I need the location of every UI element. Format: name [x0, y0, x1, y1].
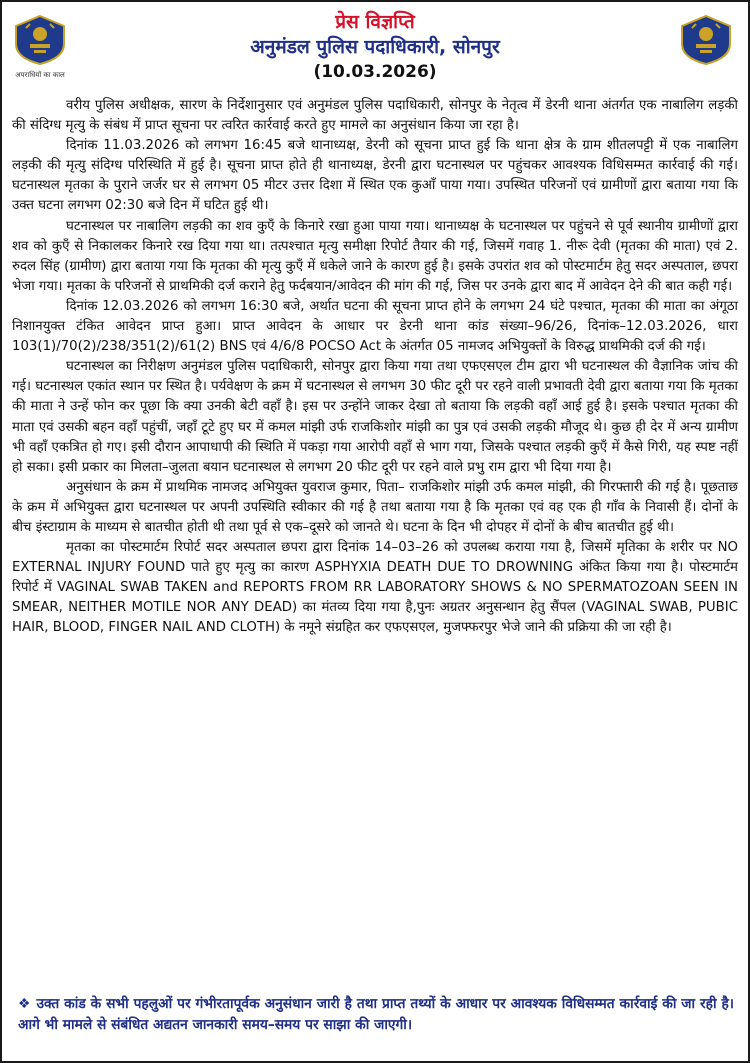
release-date: (10.03.2026)	[313, 62, 437, 82]
paragraph-7: मृतका का पोस्टमार्टम रिपोर्ट सदर अस्पताल छपरा द्वारा दिनांक 14–03–26 को उपलब्ध कराया गया है, जिसमें मृतिका के शरीर पर NO EXTERNAL INJURY FOUND पाते हुए मृत्यु का कारण ASPHYXIA DEATH DUE TO DROWNING अंकित किया गया है। पोस्टमार्टम रिपोर्ट में VAGINAL SWAB TAKEN and REPORTS FROM RR LABORATORY SHOWS & NO SPERMATOZOAN SEEN IN SMEAR, NEITHER MOTILE NOR ANY DEAD) का मंतव्य दिया गया है,पुनः अग्रतर अनुसन्धान हेतु सैंपल (VAGINAL SWAB, PUBIC HAIR, BLOOD, FINGER NAIL AND CLOTH) के नमूने संग्रहित कर एफएसएल, मुजफ्फरपुर भेजे जाने की प्रक्रिया की जा रही है।	[12, 540, 738, 636]
logo-caption: अपराधियों का काल	[15, 71, 65, 79]
paragraph-5: घटनास्थल का निरीक्षण अनुमंडल पुलिस पदाधिकारी, सोनपुर द्वारा किया गया तथा एफएसएल टीम द्वारा भी घटनास्थल की वैज्ञानिक जांच की गई। घटनास्थल एकांत स्थान पर स्थित है। पर्यवेक्षण के क्रम में घटनास्थल से लगभग 30 फीट दूरी पर रहने वाली प्रभावती देवी द्वारा बताया गया कि मृतका की माता ने उन्हें फोन कर पूछा कि क्या उनकी बेटी वहाँ है। इस पर उन्होंने जाकर देखा तो बताया कि लड़की वहाँ आई हुई है। इसके पश्चात मृतका की माता एवं उसकी बहन वहाँ पहुंचीं, जहाँ टूटे हुए घर में कमल मांझी उर्फ राजकिशोर मांझी का पुत्र एवं उसकी लड़की मौजूद थे। कुछ ही देर में अन्य ग्रामीण भी वहाँ एकत्रित हो गए। इसी दौरान आपाधापी की स्थिति में पकड़ा गया आरोपी वहाँ से भाग गया, जिसके पश्चात लड़की कुएँ में कैसे गिरी, यह स्पष्ट नहीं हो सका। इसी प्रकार का मिलता–जुलता बयान घटनास्थल से लगभग 20 फीट दूरी पर रहने वाले प्रभु राम द्वारा भी दिया गया है।	[12, 359, 738, 475]
paragraph-1: वरीय पुलिस अधीक्षक, सारण के निर्देशानुसार एवं अनुमंडल पुलिस पदाधिकारी, सोनपुर के नेतृत्व में डेरनी थाना अंतर्गत एक नाबालिग लड़की की संदिग्ध मृत्यु के संबंध में प्राप्त सूचना पर त्वरित कार्रवाई करते हुए मामले का अनुसंधान किया जा रहा है।	[12, 98, 738, 134]
document-body	[2, 94, 748, 639]
paragraph-3: घटनास्थल पर नाबालिग लड़की का शव कुएँ के किनारे रखा हुआ पाया गया। थानाध्यक्ष के घटनास्थल पर पहुंचने से पूर्व स्थानीय ग्रामीणों द्वारा शव को कुएँ से निकालकर किनारे रख दिया गया था। तत्पश्चात मृत्यु समीक्षा रिपोर्ट तैयार की गई, जिसमें गवाह 1. नीरू देवी (मृतका की माता) एवं 2. रुदल सिंह (ग्रामीण) द्वारा बताया गया कि मृतका की मृत्यु कुएँ में धकेले जाने के कारण हुई है। इसके उपरांत शव को पोस्टमार्टम हेतु सदर अस्पताल, छपरा भेजा गया। मृतका के परिजनों से प्राथमिकी दर्ज कराने हेतु फर्दबयान/आवेदन की मांग की गई, जिस पर उनके द्वारा बाद में आवेदन देने की बात कही गई।	[12, 218, 738, 294]
header	[2, 2, 748, 94]
paragraph-6: अनुसंधान के क्रम में प्राथमिक नामजद अभियुक्त युवराज कुमार, पिता– राजकिशोर मांझी उर्फ कमल मांझी, की गिरफ्तारी की गई है। पूछताछ के क्रम में अभियुक्त द्वारा घटनास्थल पर अपनी उपस्थिति स्वीकार की गई है तथा बताया गया है कि मृतका एवं वह एक ही गाँव के निवासी हैं। दोनों के बीच इंस्टाग्राम के माध्यम से बातचीत होती थी तथा पूर्व से एक–दूसरे को जानते थे। घटना के दिन भी दोपहर में दोनों के बीच बातचीत हुई थी।	[12, 479, 738, 535]
diamond-bullet-icon: ❖	[18, 996, 31, 1012]
paragraph-2: दिनांक 11.03.2026 को लगभग 16:45 बजे थानाध्यक्ष, डेरनी को सूचना प्राप्त हुई कि थाना क्षेत्र के ग्राम शीतलपट्टी में एक नाबालिग लड़की की मृत्यु संदिग्ध परिस्थिति में हुई है। सूचना प्राप्त होते ही थानाध्यक्ष, डेरनी द्वारा घटनास्थल पर पहुंचकर आवश्यक विधिसम्मत कार्रवाई की गई। घटनास्थल मृतका के पुराने जर्जर घर से लगभग 05 मीटर उत्तर दिशा में स्थित एक कुआँ पाया गया। उपस्थित परिजनों एवं ग्रामीणों द्वारा बताया गया कि उक्त घटना लगभग 02:30 बजे दिन में घटित हुई थी।	[12, 138, 738, 214]
closing-note-text: उक्त कांड के सभी पहलुओं पर गंभीरतापूर्वक अनुसंधान जारी है तथा प्राप्त तथ्यों के आधार पर आवश्यक विधिसम्मत कार्रवाई की जा रही है। आगे भी मामले से संबंधित अद्यतन जानकारी समय–समय पर साझा की जाएगी।	[18, 996, 734, 1033]
police-emblem-icon	[678, 14, 734, 76]
document-title: प्रेस विज्ञप्ति	[335, 11, 415, 33]
office-name: अनुमंडल पुलिस पदाधिकारी, सोनपुर	[250, 36, 500, 58]
closing-note	[18, 994, 734, 1036]
police-emblem-icon	[12, 14, 68, 79]
paragraph-4: दिनांक 12.03.2026 को लगभग 16:30 बजे, अर्थात घटना की सूचना प्राप्त होने के लगभग 24 घंटे पश्चात, मृतका की माता का अंगूठा निशानयुक्त टंकित आवेदन प्राप्त हुआ। प्राप्त आवेदन के आधार पर डेरनी थाना कांड संख्या–96/26, दिनांक–12.03.2026, धारा 103(1)/70(2)/238/351(2)/61(2) BNS एवं 4/6/8 POCSO Act के अंतर्गत 05 नामजद अभियुक्तों के विरुद्ध प्राथमिकी दर्ज की गई।	[12, 298, 738, 355]
